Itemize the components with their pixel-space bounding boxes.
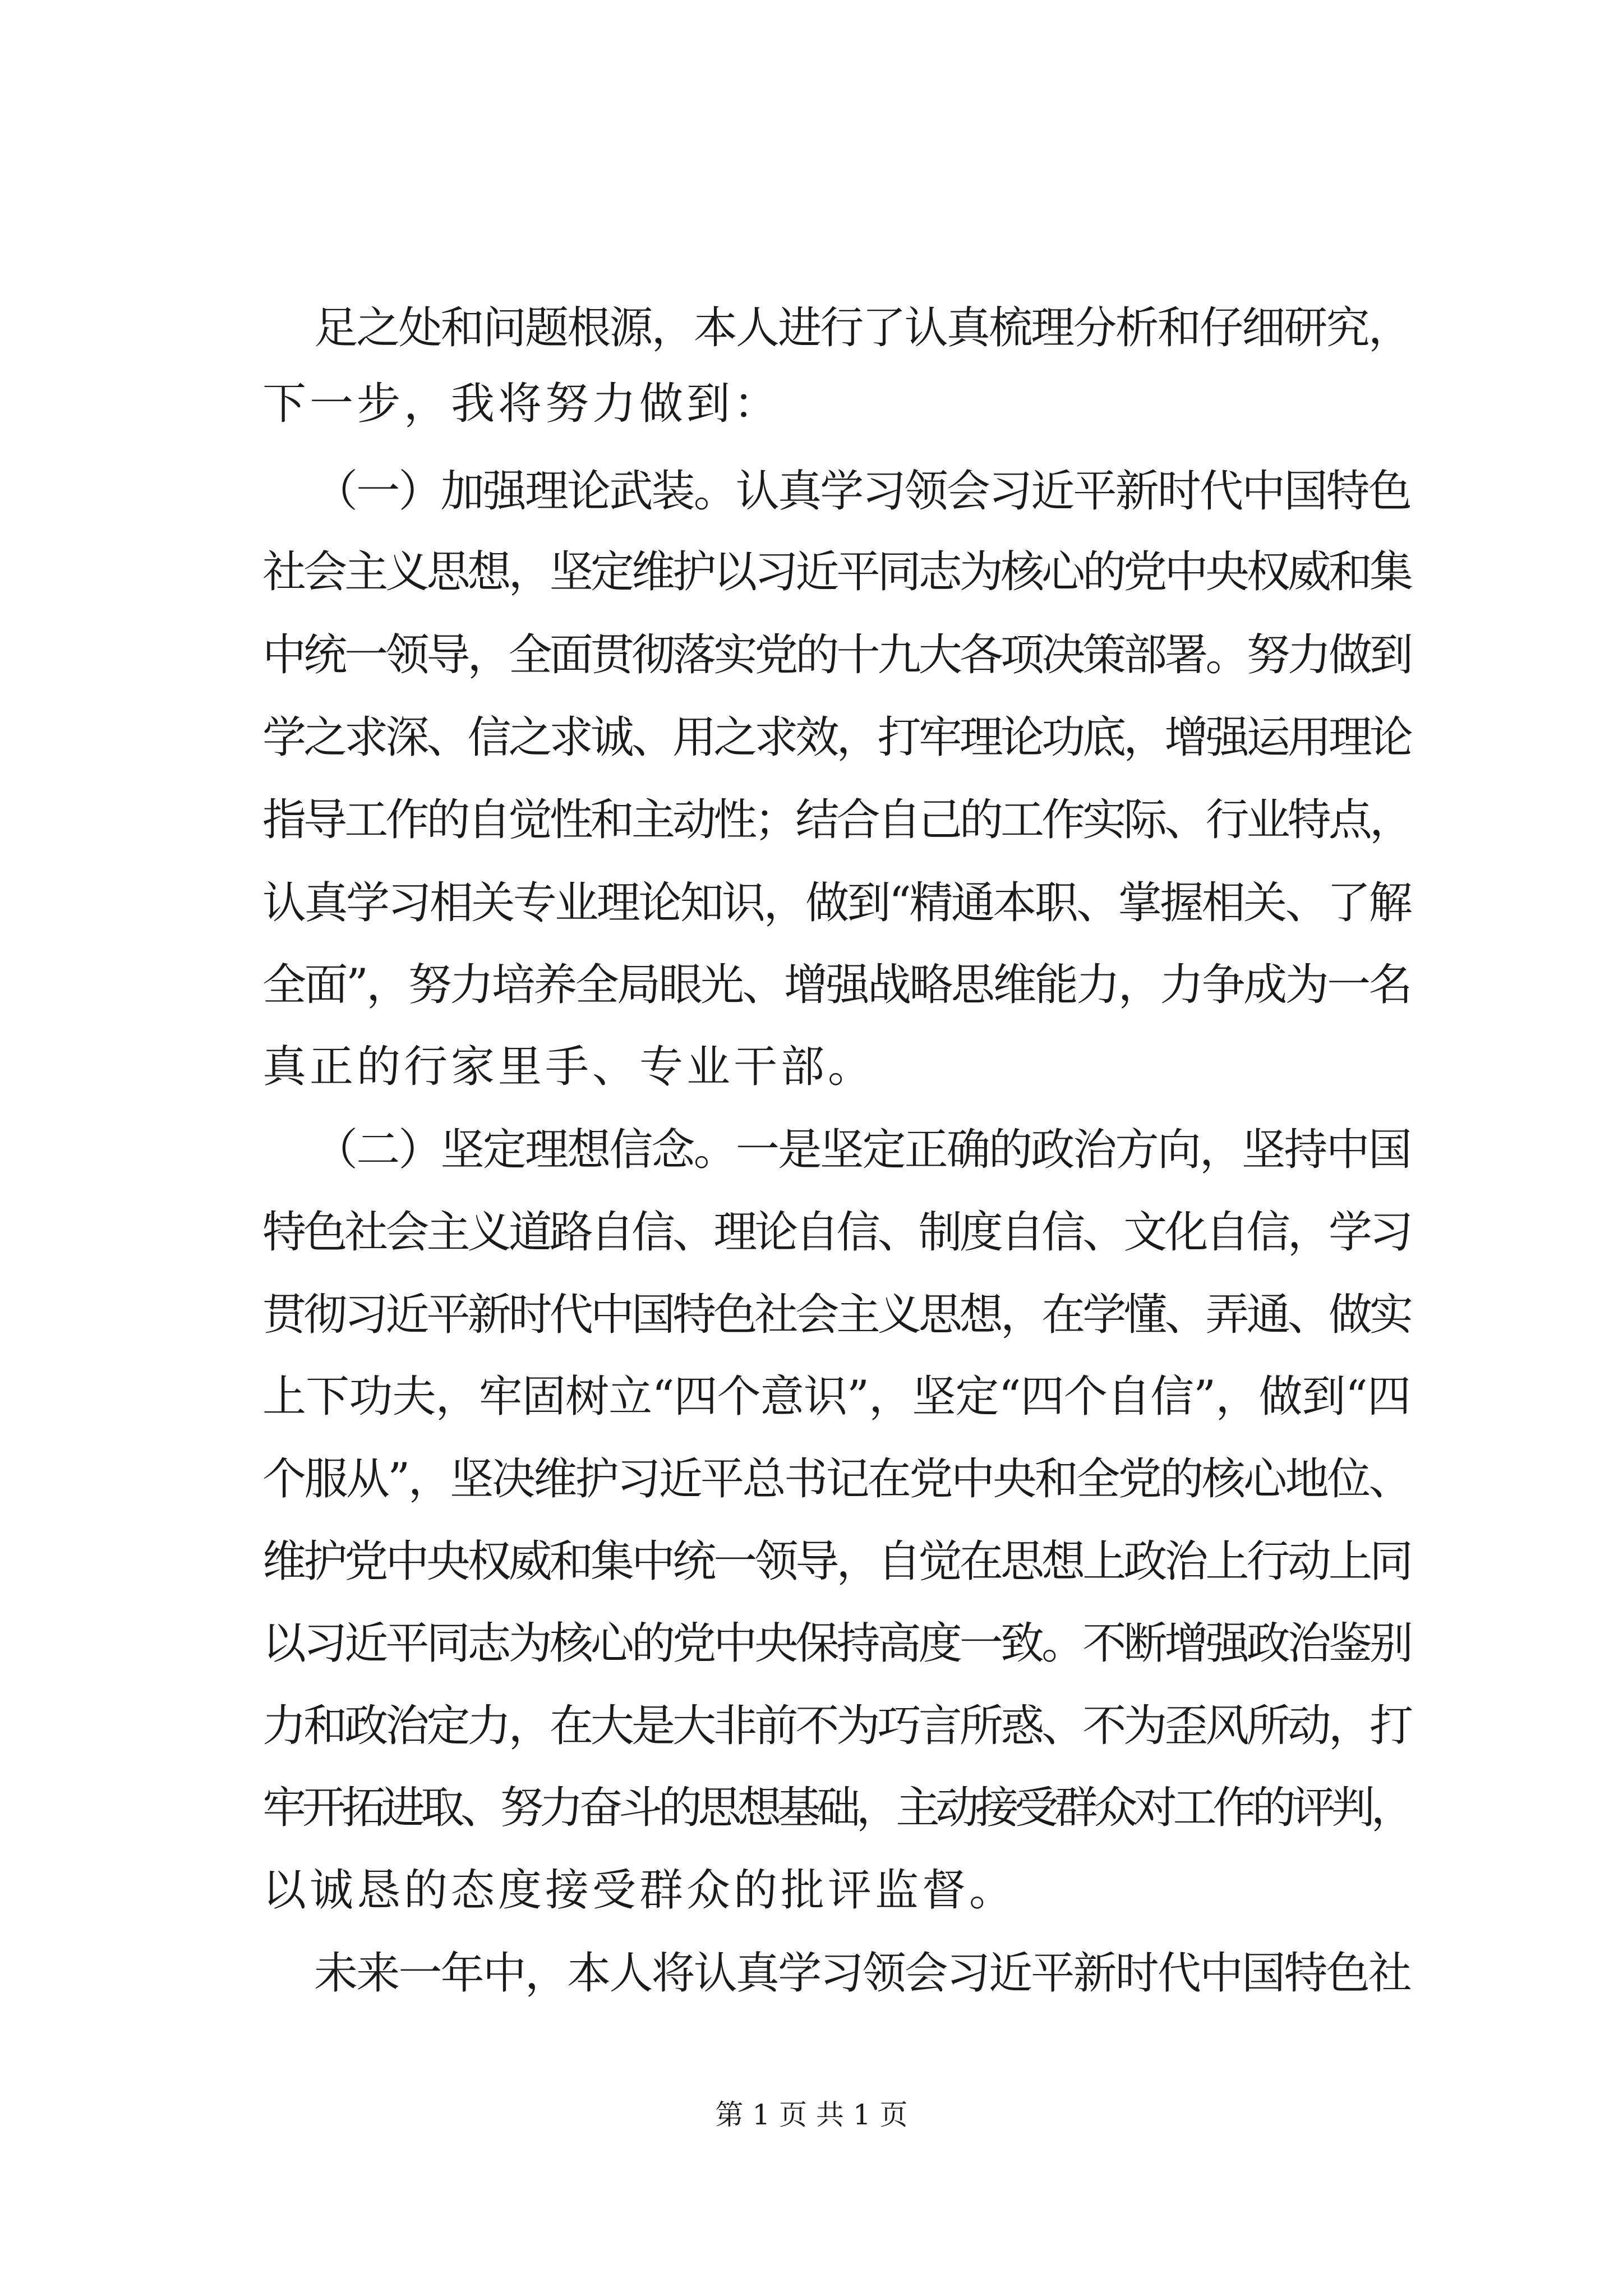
body-line-9: 全面”，努力培养全局眼光、增强战略思维能力，力争成为一名 [262, 960, 1411, 1010]
body-line-17: 以习近平同志为核心的党中央保持高度一致。不断增强政治鉴别 [262, 1618, 1411, 1669]
body-line-14: 上下功夫，牢固树立“四个意识”，坚定“四个自信”，做到“四 [262, 1372, 1411, 1422]
body-line-20: 以诚恳的态度接受群众的批评监督。 [262, 1865, 1017, 1916]
body-line-10: 真正的行家里手、专业干部。 [262, 1042, 875, 1092]
body-line-4: 社会主义思想，坚定维护以习近平同志为核心的党中央权威和集 [262, 547, 1411, 597]
body-line-2: 下一步，我将努力做到： [262, 379, 781, 429]
body-line-7: 指导工作的自觉性和主动性；结合自己的工作实际、行业特点， [262, 795, 1411, 845]
body-line-5: 中统一领导，全面贯彻落实党的十九大各项决策部署。努力做到 [262, 630, 1411, 680]
body-line-8: 认真学习相关专业理论知识，做到“精通本职、掌握相关、了解 [262, 878, 1411, 928]
body-line-21: 未来一年中，本人将认真学习领会习近平新时代中国特色社 [314, 1948, 1410, 1999]
body-line-13: 贯彻习近平新时代中国特色社会主义思想，在学懂、弄通、做实 [262, 1290, 1411, 1340]
body-line-3: （一）加强理论武装。认真学习领会习近平新时代中国特色 [314, 466, 1410, 517]
body-line-18: 力和政治定力，在大是大非前不为巧言所惑、不为歪风所动，打 [262, 1701, 1411, 1751]
body-line-1: 足之处和问题根源，本人进行了认真梳理分析和仔细研究， [314, 303, 1410, 353]
body-line-11: （二）坚定理想信念。一是坚定正确的政治方向，坚持中国 [314, 1125, 1410, 1175]
body-line-15: 个服从”，坚决维护习近平总书记在党中央和全党的核心地位、 [262, 1454, 1411, 1504]
body-line-19: 牢开拓进取、努力奋斗的思想基础，主动接受群众对工作的评判， [262, 1783, 1411, 1833]
body-line-12: 特色社会主义道路自信、理论自信、制度自信、文化自信，学习 [262, 1207, 1411, 1258]
body-line-6: 学之求深、信之求诚、用之求效，打牢理论功底，增强运用理论 [262, 712, 1411, 763]
page-footer: 第 1 页 共 1 页 [715, 2099, 908, 2131]
body-line-16: 维护党中央权威和集中统一领导，自觉在思想上政治上行动上同 [262, 1536, 1411, 1587]
